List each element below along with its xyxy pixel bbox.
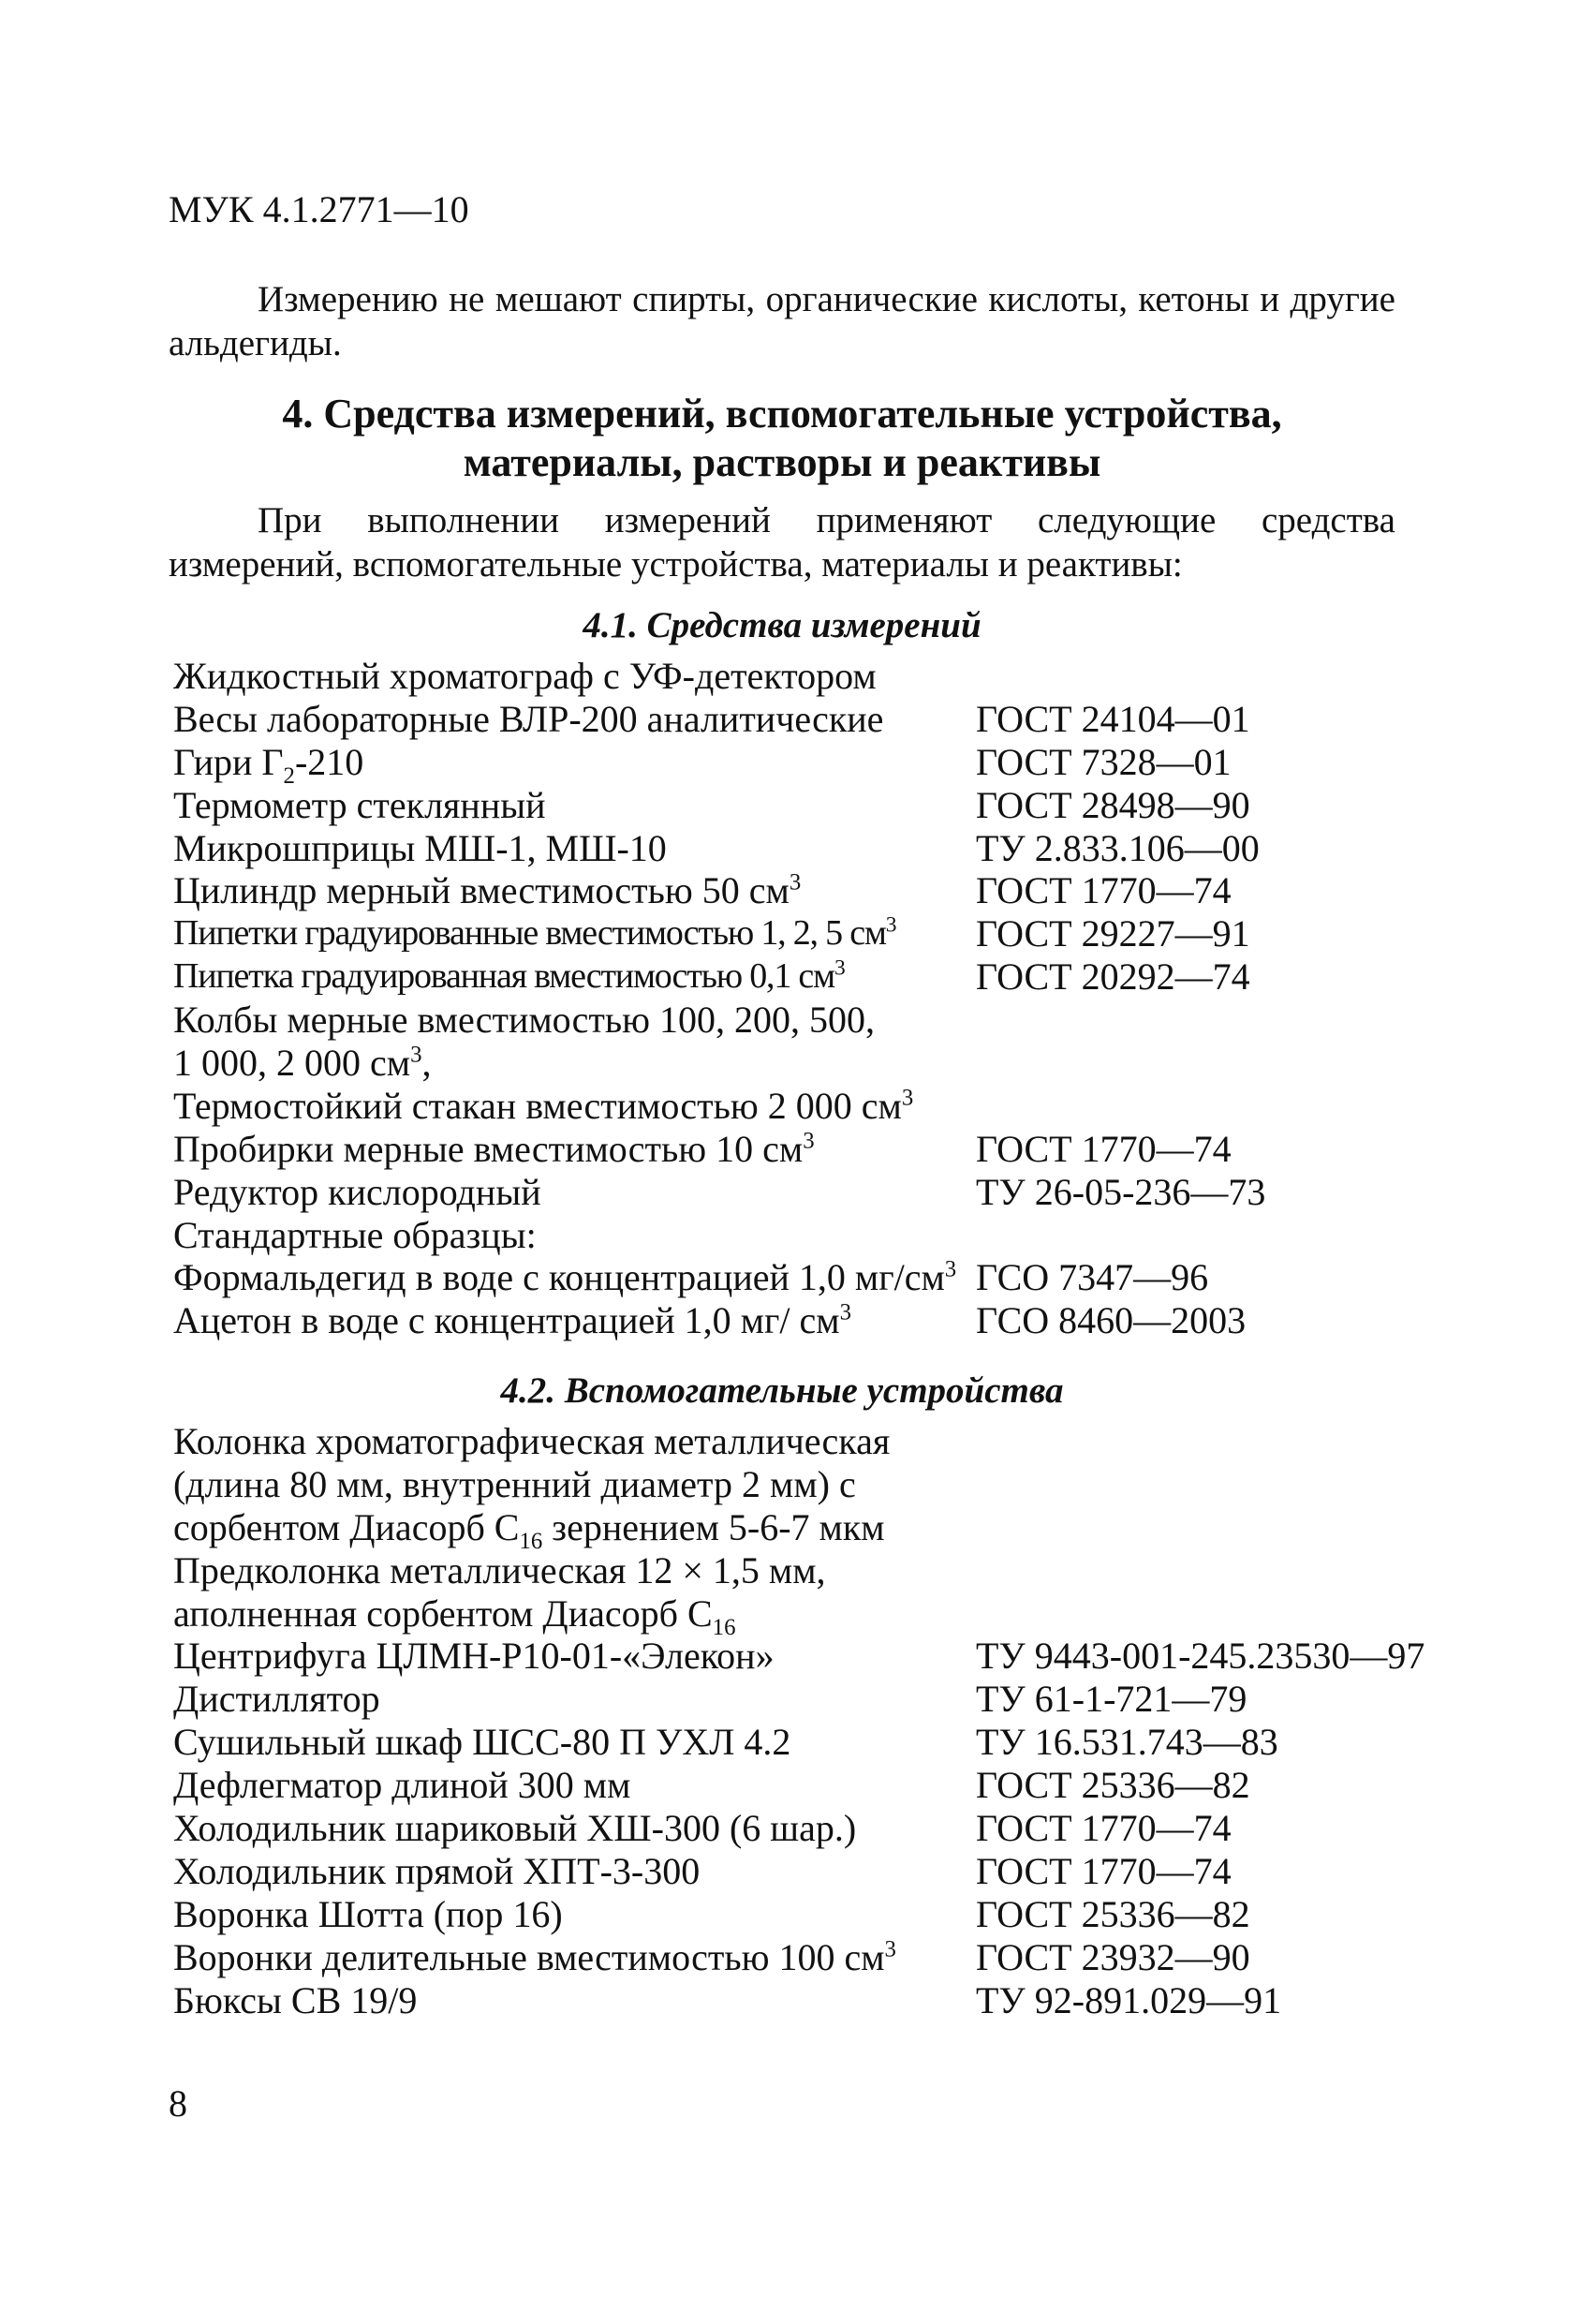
- item-standard: ГОСТ 25336—82: [976, 1892, 1250, 1935]
- list-item: [173, 1721, 1503, 1764]
- measuring-instruments-list: [173, 655, 1503, 1342]
- item-name: Цилиндр мерный вместимостью 50 $см^3$: [173, 869, 802, 912]
- list-item: [173, 955, 1503, 999]
- item-name: Стандартные образцы:: [173, 1213, 537, 1256]
- item-standard: ТУ 92-891.029—91: [976, 1978, 1282, 2021]
- item-name: Холодильник прямой ХПТ-3-300: [173, 1849, 701, 1892]
- list-item: [173, 1463, 1503, 1506]
- item-name: Бюксы СВ 19/9: [173, 1978, 418, 2021]
- list-item: [173, 1128, 1503, 1171]
- subsection-title-measuring-instruments: 4.1. Средства измерений: [583, 605, 981, 645]
- item-name: Центрифуга ЦЛМН-Р10-01-«Элекон»: [173, 1635, 775, 1678]
- item-standard: ТУ 2.833.106—00: [976, 826, 1260, 869]
- item-name: Редуктор кислородный: [173, 1170, 541, 1213]
- section-heading-line-2: материалы, растворы и реактивы: [463, 439, 1101, 485]
- list-item: [173, 1171, 1503, 1214]
- section-heading: [169, 390, 1395, 487]
- item-standard: ГОСТ 29227—91: [976, 912, 1250, 955]
- item-name: аполненная сорбентом Диасорб $С_{16}$: [173, 1591, 736, 1640]
- item-standard: ТУ 26-05-236—73: [976, 1170, 1266, 1213]
- page-number: 8: [169, 2082, 187, 2124]
- list-item: [173, 1214, 1503, 1257]
- section-heading-line-1: 4. Средства измерений, вспомогательные устройства,: [282, 391, 1282, 437]
- list-item: [173, 1936, 1503, 1979]
- item-standard: ГОСТ 24104—01: [976, 697, 1250, 740]
- item-name: Воронки делительные вместимостью 100 $см^3$: [173, 1935, 896, 1978]
- item-standard: ГОСТ 1770—74: [976, 1807, 1232, 1850]
- item-name: сорбентом Диасорб $С_{16}$ зернением 5-6-7 мкм: [173, 1505, 885, 1554]
- list-item: [173, 655, 1503, 698]
- list-item: [173, 827, 1503, 870]
- item-name: Ацетон в воде с концентрацией 1,0 мг/ $см^3$: [173, 1299, 851, 1342]
- item-standard: ГОСТ 1770—74: [976, 1127, 1232, 1170]
- item-name: Микрошприцы МШ-1, МШ-10: [173, 826, 667, 869]
- list-item: [173, 1299, 1503, 1342]
- item-standard: ГОСТ 20292—74: [976, 955, 1250, 999]
- list-item: [173, 1256, 1503, 1299]
- list-item: [173, 698, 1503, 741]
- item-standard: ГОСТ 23932—90: [976, 1935, 1250, 1978]
- list-item: [173, 1591, 1503, 1640]
- item-name: Дефлегматор длиной 300 мм: [173, 1764, 631, 1807]
- list-item: [173, 784, 1503, 827]
- item-standard: ГСО 7347—96: [976, 1256, 1209, 1299]
- list-item: [173, 1893, 1503, 1936]
- list-item: [173, 1979, 1503, 2022]
- item-name: Весы лабораторные ВЛР-200 аналитические: [173, 697, 884, 740]
- item-name: Жидкостный хроматограф с УФ-детектором: [173, 655, 877, 697]
- item-name: Колонка хроматографическая металлическая: [173, 1420, 891, 1462]
- item-standard: ГОСТ 25336—82: [976, 1764, 1250, 1807]
- document-code-header: МУК 4.1.2771—10: [169, 188, 469, 230]
- item-name: Воронка Шотта (пор 16): [173, 1892, 563, 1935]
- item-name: Дистиллятор: [173, 1678, 380, 1721]
- list-item: [173, 999, 1503, 1042]
- intro-paragraph: Измерению не мешают спирты, органические кислоты, кетоны и другие альдегиды.: [169, 279, 1395, 363]
- item-name: Пипетки градуированные вместимостью 1, 2, 5 $см^3$: [173, 912, 896, 954]
- list-item: [173, 1042, 1503, 1085]
- item-standard: ТУ 61-1-721—79: [976, 1678, 1247, 1721]
- auxiliary-devices-list: [173, 1420, 1503, 2021]
- item-standard: ТУ 16.531.743—83: [976, 1721, 1278, 1764]
- list-item: [173, 1549, 1503, 1592]
- list-item: [173, 1678, 1503, 1721]
- item-standard: ГОСТ 28498—90: [976, 783, 1250, 826]
- subsection-title-auxiliary-devices: 4.2. Вспомогательные устройства: [500, 1370, 1064, 1411]
- list-item: [173, 740, 1503, 789]
- item-standard: ГОСТ 1770—74: [976, 869, 1232, 912]
- item-name: Термометр стеклянный: [173, 783, 546, 826]
- item-name: Сушильный шкаф ШСС-80 П УХЛ 4.2: [173, 1721, 791, 1764]
- item-name: (длина 80 мм, внутренний диаметр 2 мм) с: [173, 1462, 856, 1505]
- list-item: [173, 1850, 1503, 1893]
- item-standard: ГСО 8460—2003: [976, 1299, 1247, 1342]
- item-name: Пипетка градуированная вместимостью 0,1 $см^3$: [173, 955, 845, 997]
- item-name: Холодильник шариковый ХШ-300 (6 шар.): [173, 1807, 857, 1850]
- item-name: Формальдегид в воде с концентрацией 1,0 $мг/см^3$: [173, 1256, 957, 1299]
- list-item: [173, 912, 1503, 955]
- item-standard: ГОСТ 7328—01: [976, 740, 1232, 783]
- item-name: Термостойкий стакан вместимостью 2 000 $см^3$: [173, 1084, 914, 1127]
- list-item: [173, 1085, 1503, 1128]
- list-item: [173, 1635, 1503, 1678]
- item-standard: ТУ 9443-001-245.23530—97: [976, 1635, 1425, 1678]
- item-name: Предколонка металлическая 12 × 1,5 мм,: [173, 1548, 826, 1591]
- list-item: [173, 869, 1503, 912]
- item-standard: ГОСТ 1770—74: [976, 1849, 1232, 1892]
- list-item: [173, 1420, 1503, 1463]
- list-item: [173, 1505, 1503, 1554]
- item-name: 1 000, 2 000 $см^3$,: [173, 1042, 432, 1085]
- item-name: Колбы мерные вместимостью 100, 200, 500,: [173, 999, 876, 1042]
- item-name: Гири $Г_2-210$: [173, 740, 364, 789]
- list-item: [173, 1807, 1503, 1850]
- list-item: [173, 1764, 1503, 1807]
- section-intro-paragraph: При выполнении измерений применяют следующие средства измерений, вспомогательные устройства, материалы и реактивы:: [169, 500, 1395, 585]
- item-name: Пробирки мерные вместимостью 10 $см^3$: [173, 1127, 815, 1170]
